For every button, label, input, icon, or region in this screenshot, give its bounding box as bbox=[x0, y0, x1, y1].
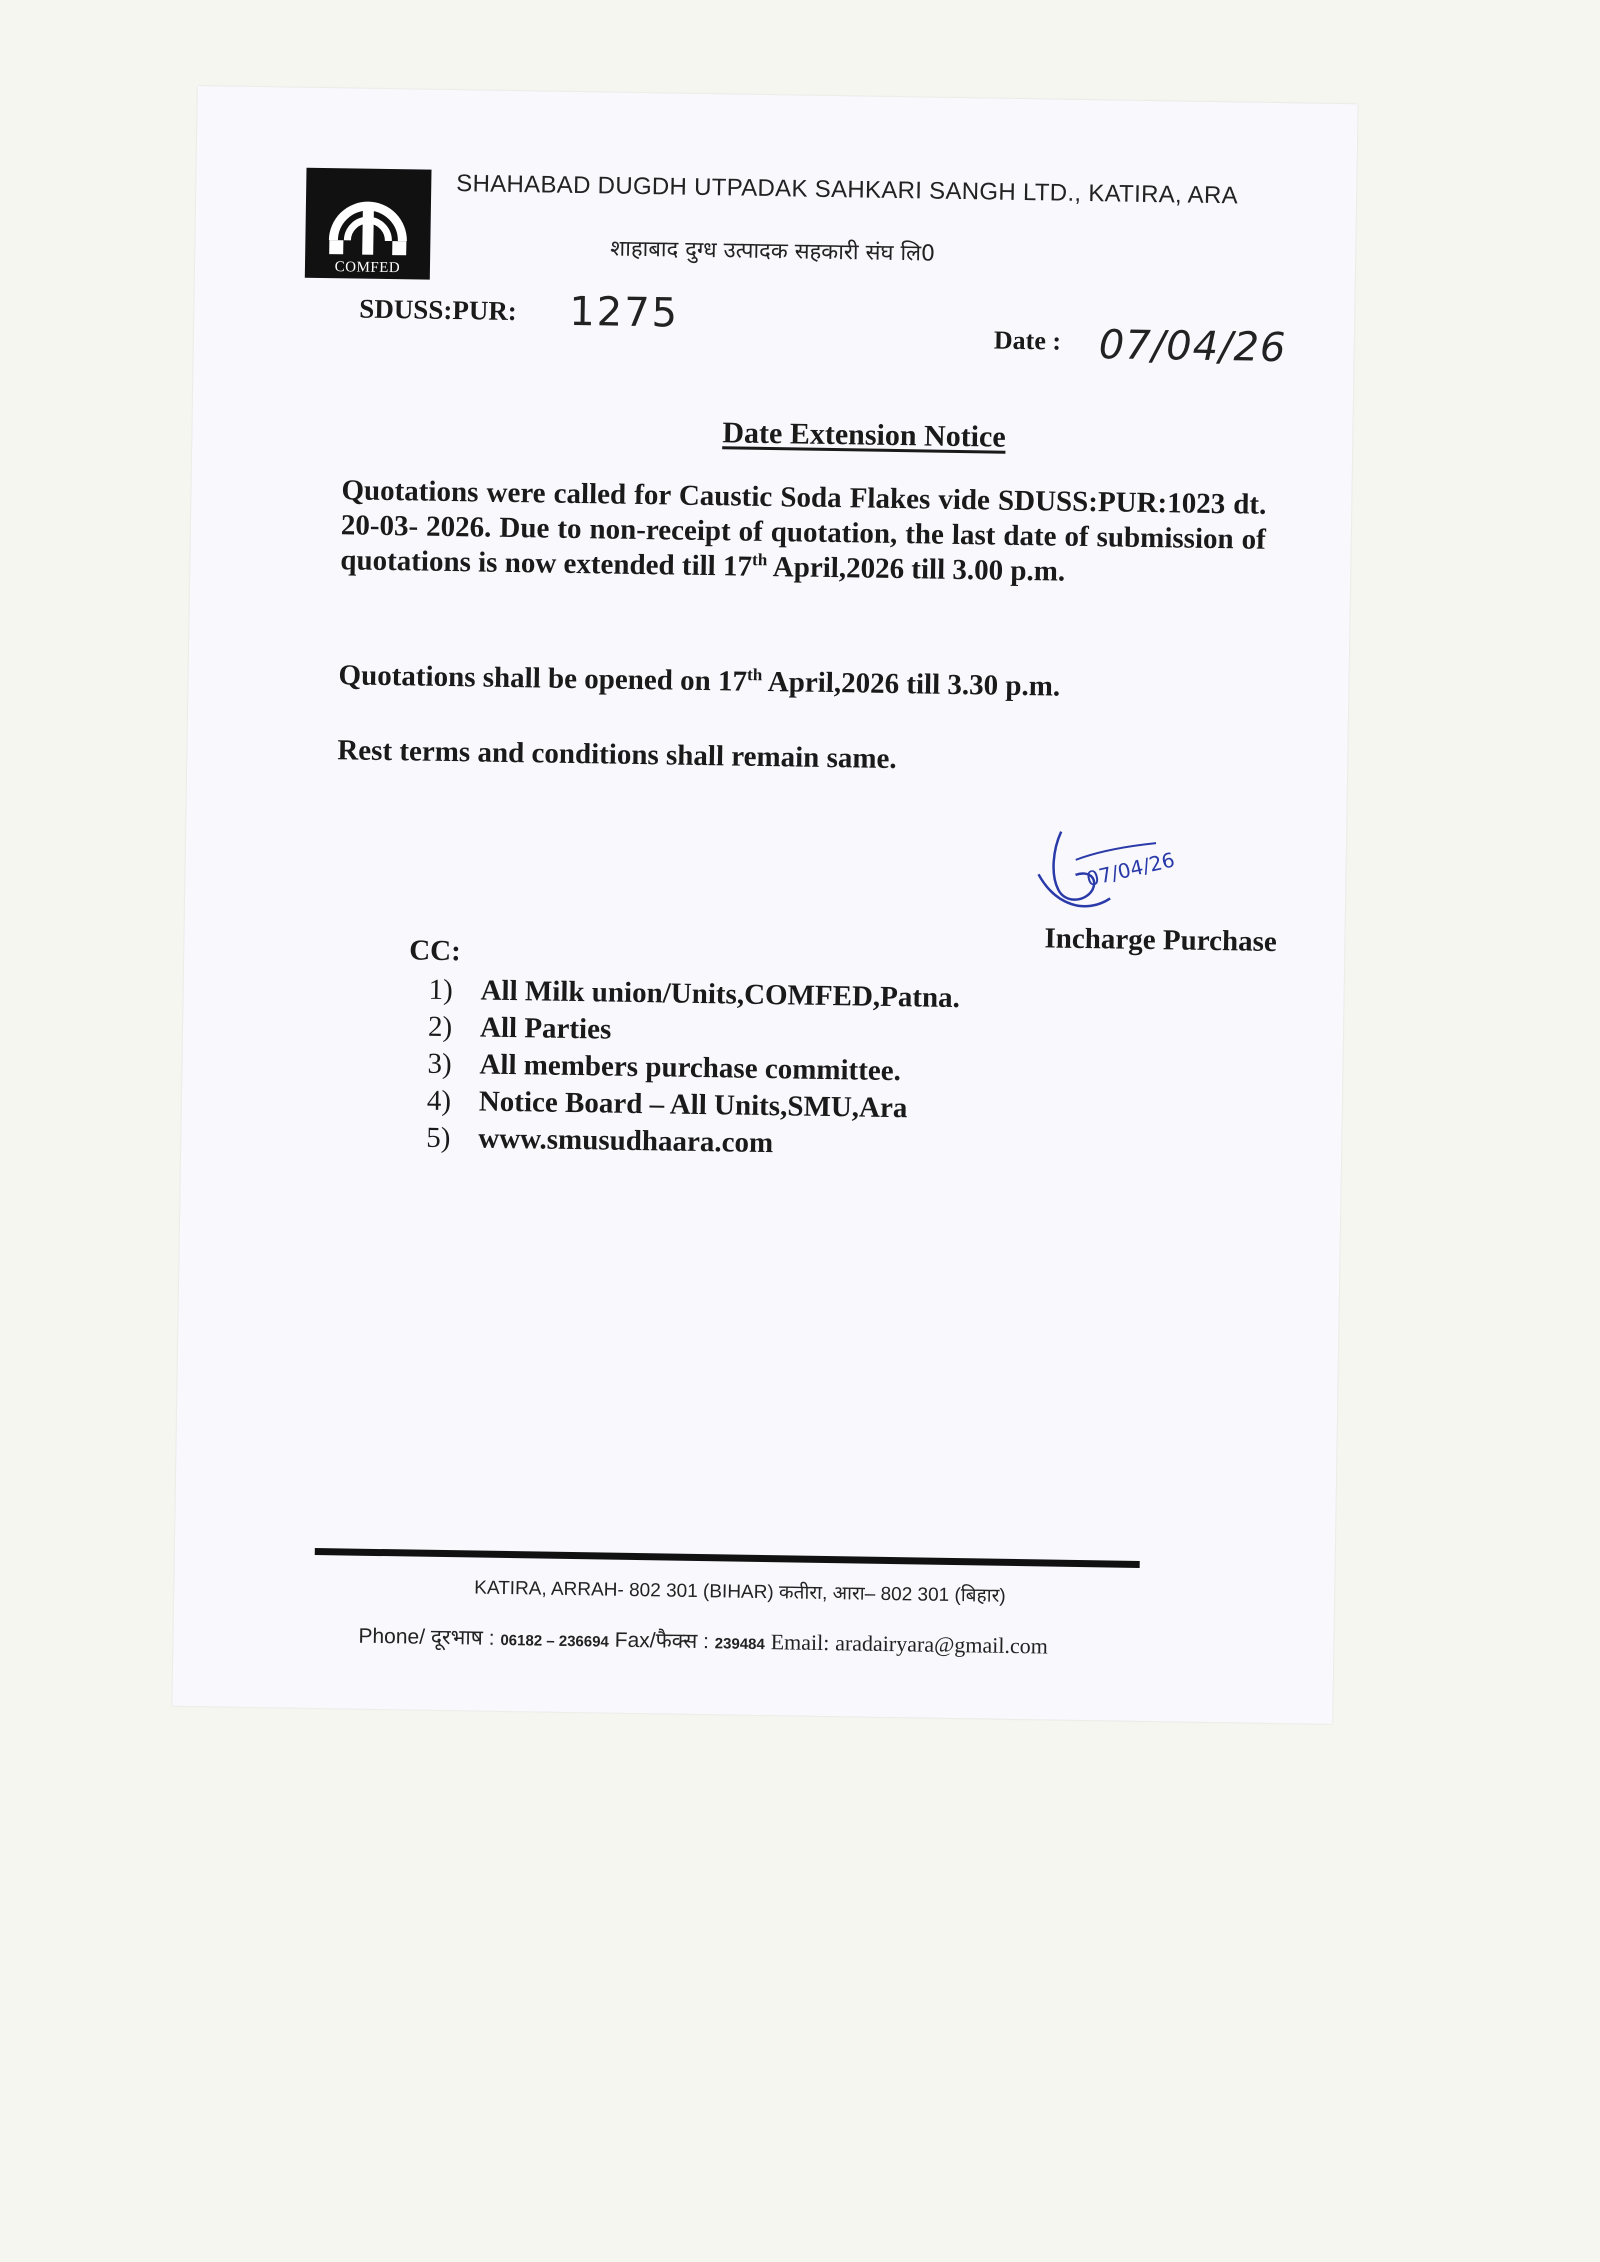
paragraph-1-text-end: April,2026 till 3.00 p.m. bbox=[766, 550, 1066, 588]
footer-divider bbox=[315, 1548, 1140, 1568]
date-label: Date : bbox=[993, 325, 1062, 356]
org-name: SHAHABAD DUGDH UTPADAK SAHKARI SANGH LTD., KATIRA, ARA bbox=[456, 170, 1239, 210]
signature bbox=[1030, 819, 1182, 926]
fax-label: Fax/फैक्स : bbox=[614, 1628, 710, 1654]
cc-item-number: 3) bbox=[427, 1047, 452, 1081]
reference-number: 1275 bbox=[568, 288, 680, 337]
reference-label: SDUSS:PUR: bbox=[359, 293, 518, 327]
paragraph-2-text: Quotations shall be opened on 17 bbox=[338, 659, 748, 698]
notice-paragraph-1 bbox=[340, 473, 1267, 593]
notice-page bbox=[172, 86, 1357, 1724]
cc-item-text: All members purchase committee. bbox=[479, 1048, 902, 1088]
email-label: Email: bbox=[770, 1629, 830, 1656]
notice-title: Date Extension Notice bbox=[722, 416, 1006, 454]
footer-contact bbox=[358, 1622, 1048, 1661]
fax-number: 239484 bbox=[714, 1635, 765, 1654]
paragraph-1-text: Quotations were called for Caustic Soda Flakes vide SDUSS:PUR:1023 dt. 20-03- 2026. Due to non-receipt of quotation, the last date of submission of quotations is now extended till 17 bbox=[340, 474, 1267, 583]
cc-list bbox=[426, 972, 960, 1165]
cc-item-number: 4) bbox=[426, 1084, 452, 1118]
cc-item-text: www.smusudhaara.com bbox=[478, 1122, 774, 1160]
email-address: aradairyara@gmail.com bbox=[834, 1630, 1049, 1659]
cc-item-number: 1) bbox=[428, 973, 454, 1007]
phone-label: Phone/ दूरभाष : bbox=[358, 1624, 495, 1650]
comfed-logo bbox=[305, 168, 432, 280]
paragraph-2-sup: th bbox=[746, 665, 763, 685]
footer-address: KATIRA, ARRAH- 802 301 (BIHAR) कतीरा, आरा– 802 301 (बिहार) bbox=[474, 1577, 1006, 1607]
notice-paragraph-2 bbox=[338, 658, 1263, 708]
cc-label: CC: bbox=[408, 934, 462, 968]
paragraph-1-sup: th bbox=[751, 550, 768, 570]
org-name-hindi: शाहाबाद दुग्ध उत्पादक सहकारी संघ लि0 bbox=[610, 236, 936, 267]
paragraph-2-text-end: April,2026 till 3.30 p.m. bbox=[761, 665, 1061, 703]
cc-item-number: 5) bbox=[426, 1121, 451, 1155]
cc-item-text: All Milk union/Units,COMFED,Patna. bbox=[480, 974, 961, 1015]
logo-text: COMFED bbox=[334, 259, 401, 277]
cc-item-text: All Parties bbox=[479, 1011, 612, 1046]
signature-date-note: 07/04/26 bbox=[1084, 847, 1177, 892]
cc-item-text: Notice Board – All Units,SMU,Ara bbox=[478, 1085, 908, 1125]
notice-paragraph-3: Rest terms and conditions shall remain same. bbox=[337, 734, 897, 776]
signatory-role: Incharge Purchase bbox=[1044, 922, 1277, 959]
date-value: 07/04/26 bbox=[1098, 322, 1287, 372]
cc-item-number: 2) bbox=[427, 1010, 453, 1044]
phone-number: 06182 – 236694 bbox=[500, 1631, 609, 1651]
